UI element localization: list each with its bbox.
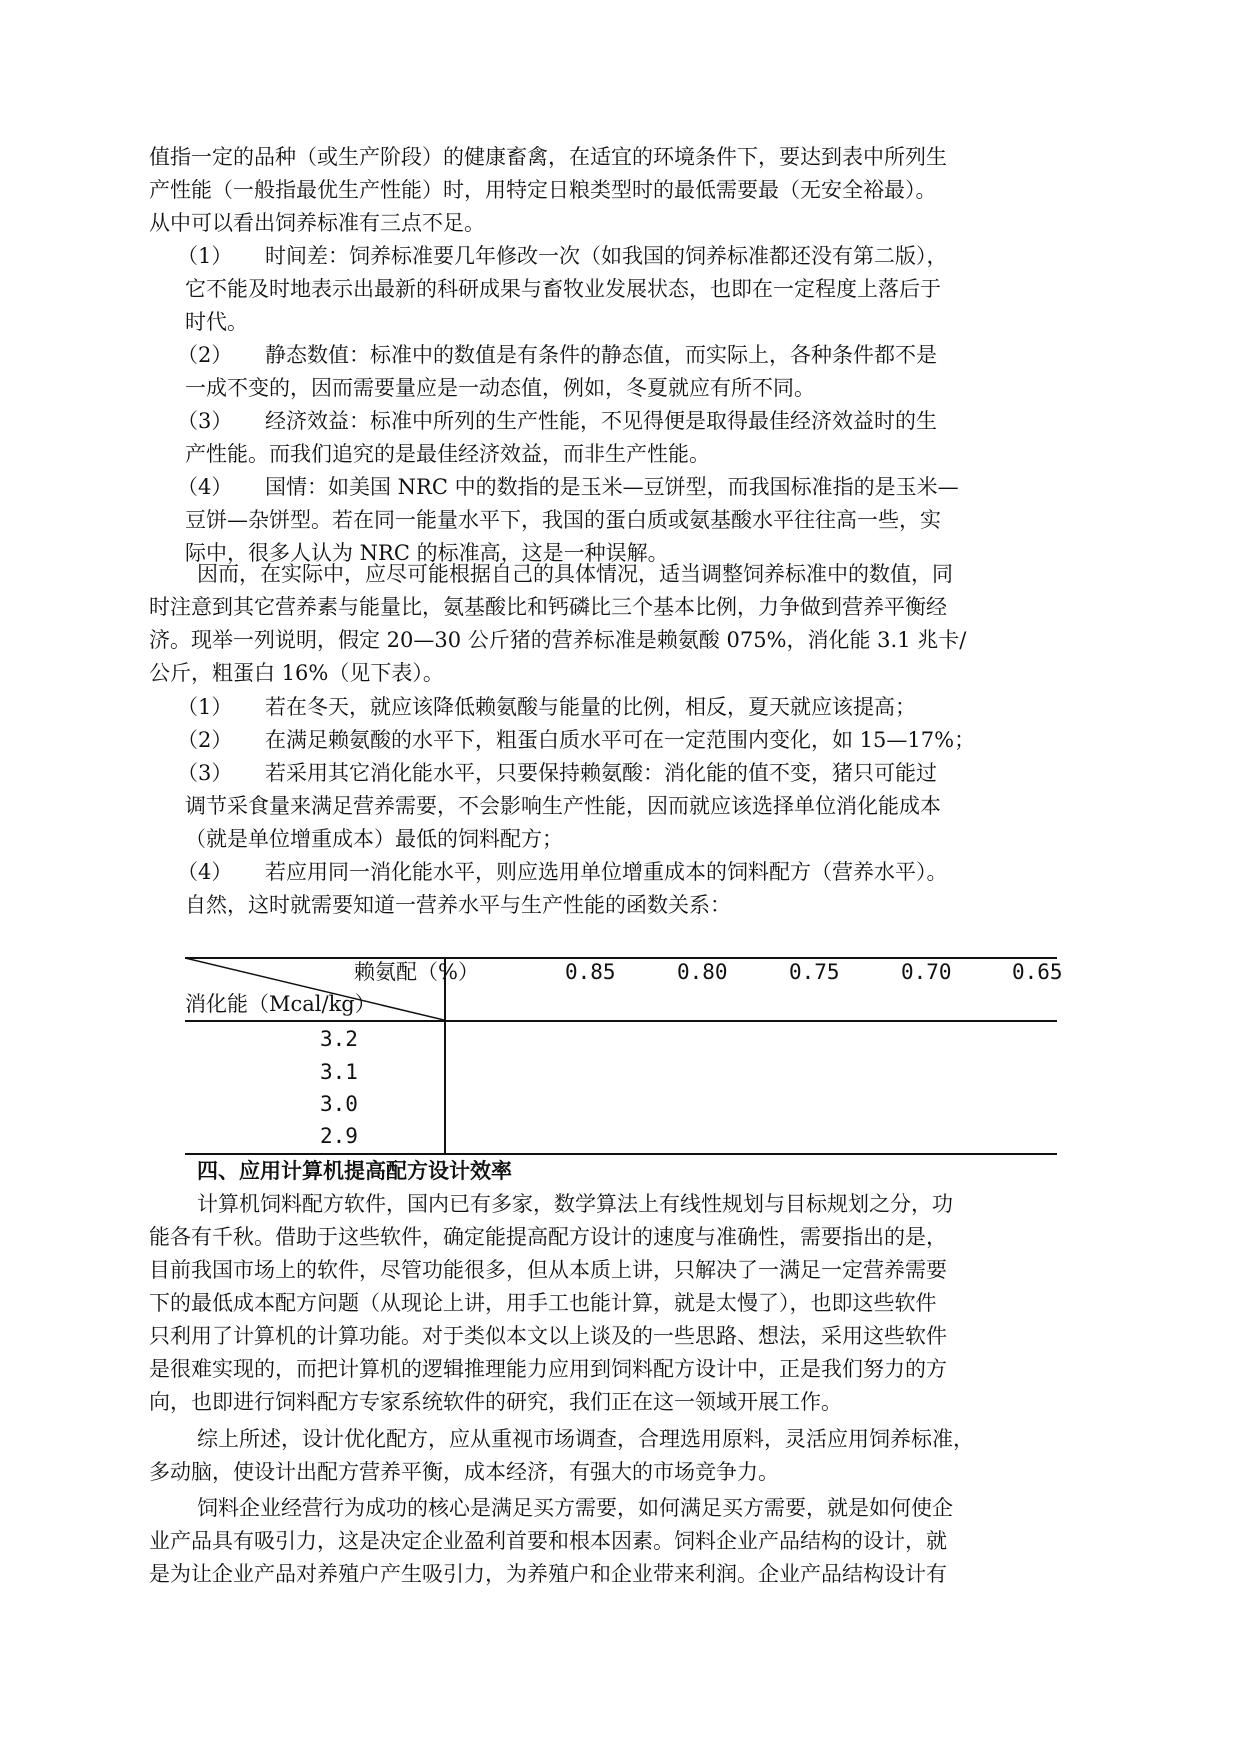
table-corner-header-bottom: 消化能（Mcal/kg） (185, 992, 376, 1016)
measure-item-text: 若应用同一消化能水平，则应选用单位增重成本的饲料配方（营养水平）。 (265, 860, 948, 884)
intro-line: 产性能（一般指最优生产性能）时，用特定日粮类型时的最低需要最（无安全裕最）。 (149, 178, 937, 202)
measure-item-text: 在满足赖氨酸的水平下，粗蛋白质水平可在一定范围内变化，如 15—17%； (265, 728, 976, 752)
software-paragraph-line: 目前我国市场上的软件，尽管功能很多，但从本质上讲，只解决了一满足一定营养需要 (149, 1258, 947, 1282)
measure-item-3 (177, 759, 937, 787)
shortcoming-item-number: （1） (177, 244, 233, 268)
measure-item-2 (177, 726, 975, 754)
measure-item-continuation: （就是单位增重成本）最低的饲料配方； (185, 827, 563, 851)
adjust-paragraph-line: 济。现举一列说明，假定 20—30 公斤猪的营养标准是赖氨酸 075%，消化能 3.1 兆卡/ (149, 628, 967, 652)
measure-item-1 (177, 693, 916, 721)
shortcoming-item-3 (177, 407, 937, 435)
shortcoming-item-text: 经济效益：标准中所列的生产性能，不见得便是取得最佳经济效益时的生 (265, 409, 937, 433)
table-row-label: 3.0 (320, 1092, 358, 1116)
measure-item-text: 若采用其它消化能水平，只要保持赖氨酸：消化能的值不变，猪只可能过 (265, 761, 937, 785)
business-paragraph-line: 业产品具有吸引力，这是决定企业盈利首要和根本因素。饲料企业产品结构的设计，就 (149, 1529, 947, 1553)
table-row-label: 3.1 (320, 1060, 358, 1084)
table-bottom-rule (185, 1153, 1057, 1155)
table-column-header: 0.65 (1012, 960, 1063, 984)
shortcoming-item-text: 时间差：饲养标准要几年修改一次（如我国的饲养标准都还没有第二版）， (265, 244, 948, 268)
software-paragraph-line: 向，也即进行饲料配方专家系统软件的研究，我们正在这一领域开展工作。 (149, 1390, 842, 1414)
shortcoming-item-continuation: 它不能及时地表示出最新的科研成果与畜牧业发展状态，也即在一定程度上落后于 (185, 277, 941, 301)
intro-line: 值指一定的品种（或生产阶段）的健康畜禽，在适宜的环境条件下，要达到表中所列生 (149, 145, 947, 169)
table-row-label: 3.2 (320, 1027, 358, 1051)
shortcoming-item-4 (177, 473, 959, 501)
table-column-header: 0.80 (677, 960, 728, 984)
measure-item-number: （2） (177, 728, 233, 752)
shortcoming-item-2 (177, 341, 937, 369)
shortcoming-item-continuation: 产性能。而我们追究的是最佳经济效益，而非生产性能。 (185, 442, 710, 466)
software-paragraph-line: 是很难实现的，而把计算机的逻辑推理能力应用到饲料配方设计中，正是我们努力的方 (149, 1357, 947, 1381)
summary-paragraph-line: 综上所述，设计优化配方，应从重视市场调查，合理选用原料，灵活应用饲养标准， (197, 1427, 974, 1451)
shortcoming-item-number: （3） (177, 409, 233, 433)
table-corner-header-top: 赖氨配（%） (354, 960, 479, 984)
shortcoming-item-continuation: 一成不变的，因而需要量应是一动态值，例如，冬夏就应有所不同。 (185, 376, 815, 400)
table-row-label: 2.9 (320, 1124, 358, 1148)
shortcoming-item-continuation: 际中，很多人认为 NRC 的标准高，这是一种误解。 (185, 541, 669, 565)
software-paragraph-line: 计算机饲料配方软件，国内已有多家，数学算法上有线性规划与目标规划之分，功 (197, 1192, 953, 1216)
software-paragraph-line: 能各有千秋。借助于这些软件，确定能提高配方设计的速度与准确性，需要指出的是， (149, 1225, 947, 1249)
adjust-paragraph-line: 时注意到其它营养素与能量比，氨基酸比和钙磷比三个基本比例，力争做到营养平衡经 (149, 595, 947, 619)
software-paragraph-line: 只利用了计算机的计算功能。对于类似本文以上谈及的一些思路、想法，采用这些软件 (149, 1324, 947, 1348)
table-column-divider (444, 957, 446, 1153)
software-paragraph-line: 下的最低成本配方问题（从现论上讲，用手工也能计算，就是太慢了），也即这些软件 (149, 1291, 937, 1315)
shortcoming-item-1 (177, 242, 948, 270)
intro-line: 从中可以看出饲养标准有三点不足。 (149, 211, 485, 235)
adjust-paragraph-line: 公斤，粗蛋白 16%（见下表）。 (149, 661, 444, 685)
measure-item-number: （3） (177, 761, 233, 785)
business-paragraph-line: 是为让企业产品对养殖户产生吸引力，为养殖户和企业带来利润。企业产品结构设计有 (149, 1562, 947, 1586)
measure-item-number: （4） (177, 860, 233, 884)
measure-item-4 (177, 858, 948, 886)
shortcoming-item-number: （2） (177, 343, 233, 367)
shortcoming-item-text: 静态数值：标准中的数值是有条件的静态值，而实际上，各种条件都不是 (265, 343, 937, 367)
table-column-header: 0.85 (565, 960, 616, 984)
measure-item-continuation: 自然，这时就需要知道一营养水平与生产性能的函数关系： (185, 893, 731, 917)
shortcoming-item-continuation: 豆饼—杂饼型。若在同一能量水平下，我国的蛋白质或氨基酸水平往往高一些，实 (185, 508, 941, 532)
adjust-paragraph-line: 因而，在实际中，应尽可能根据自己的具体情况，适当调整饲养标准中的数值，同 (197, 562, 953, 586)
section-heading: 四、应用计算机提高配方设计效率 (197, 1158, 512, 1183)
measure-item-text: 若在冬天，就应该降低赖氨酸与能量的比例，相反，夏天就应该提高； (265, 695, 916, 719)
table-column-header: 0.75 (789, 960, 840, 984)
summary-paragraph-line: 多动脑，使设计出配方营养平衡，成本经济，有强大的市场竞争力。 (149, 1460, 779, 1484)
business-paragraph-line: 饲料企业经营行为成功的核心是满足买方需要，如何满足买方需要，就是如何使企 (197, 1496, 953, 1520)
shortcoming-item-number: （4） (177, 475, 233, 499)
shortcoming-item-continuation: 时代。 (185, 310, 248, 334)
shortcoming-item-text: 国情：如美国 NRC 中的数指的是玉米—豆饼型，而我国标准指的是玉米— (265, 475, 959, 499)
table-column-header: 0.70 (901, 960, 952, 984)
measure-item-number: （1） (177, 695, 233, 719)
measure-item-continuation: 调节采食量来满足营养需要，不会影响生产性能，因而就应该选择单位消化能成本 (185, 794, 941, 818)
table-header-rule (185, 1020, 1057, 1022)
